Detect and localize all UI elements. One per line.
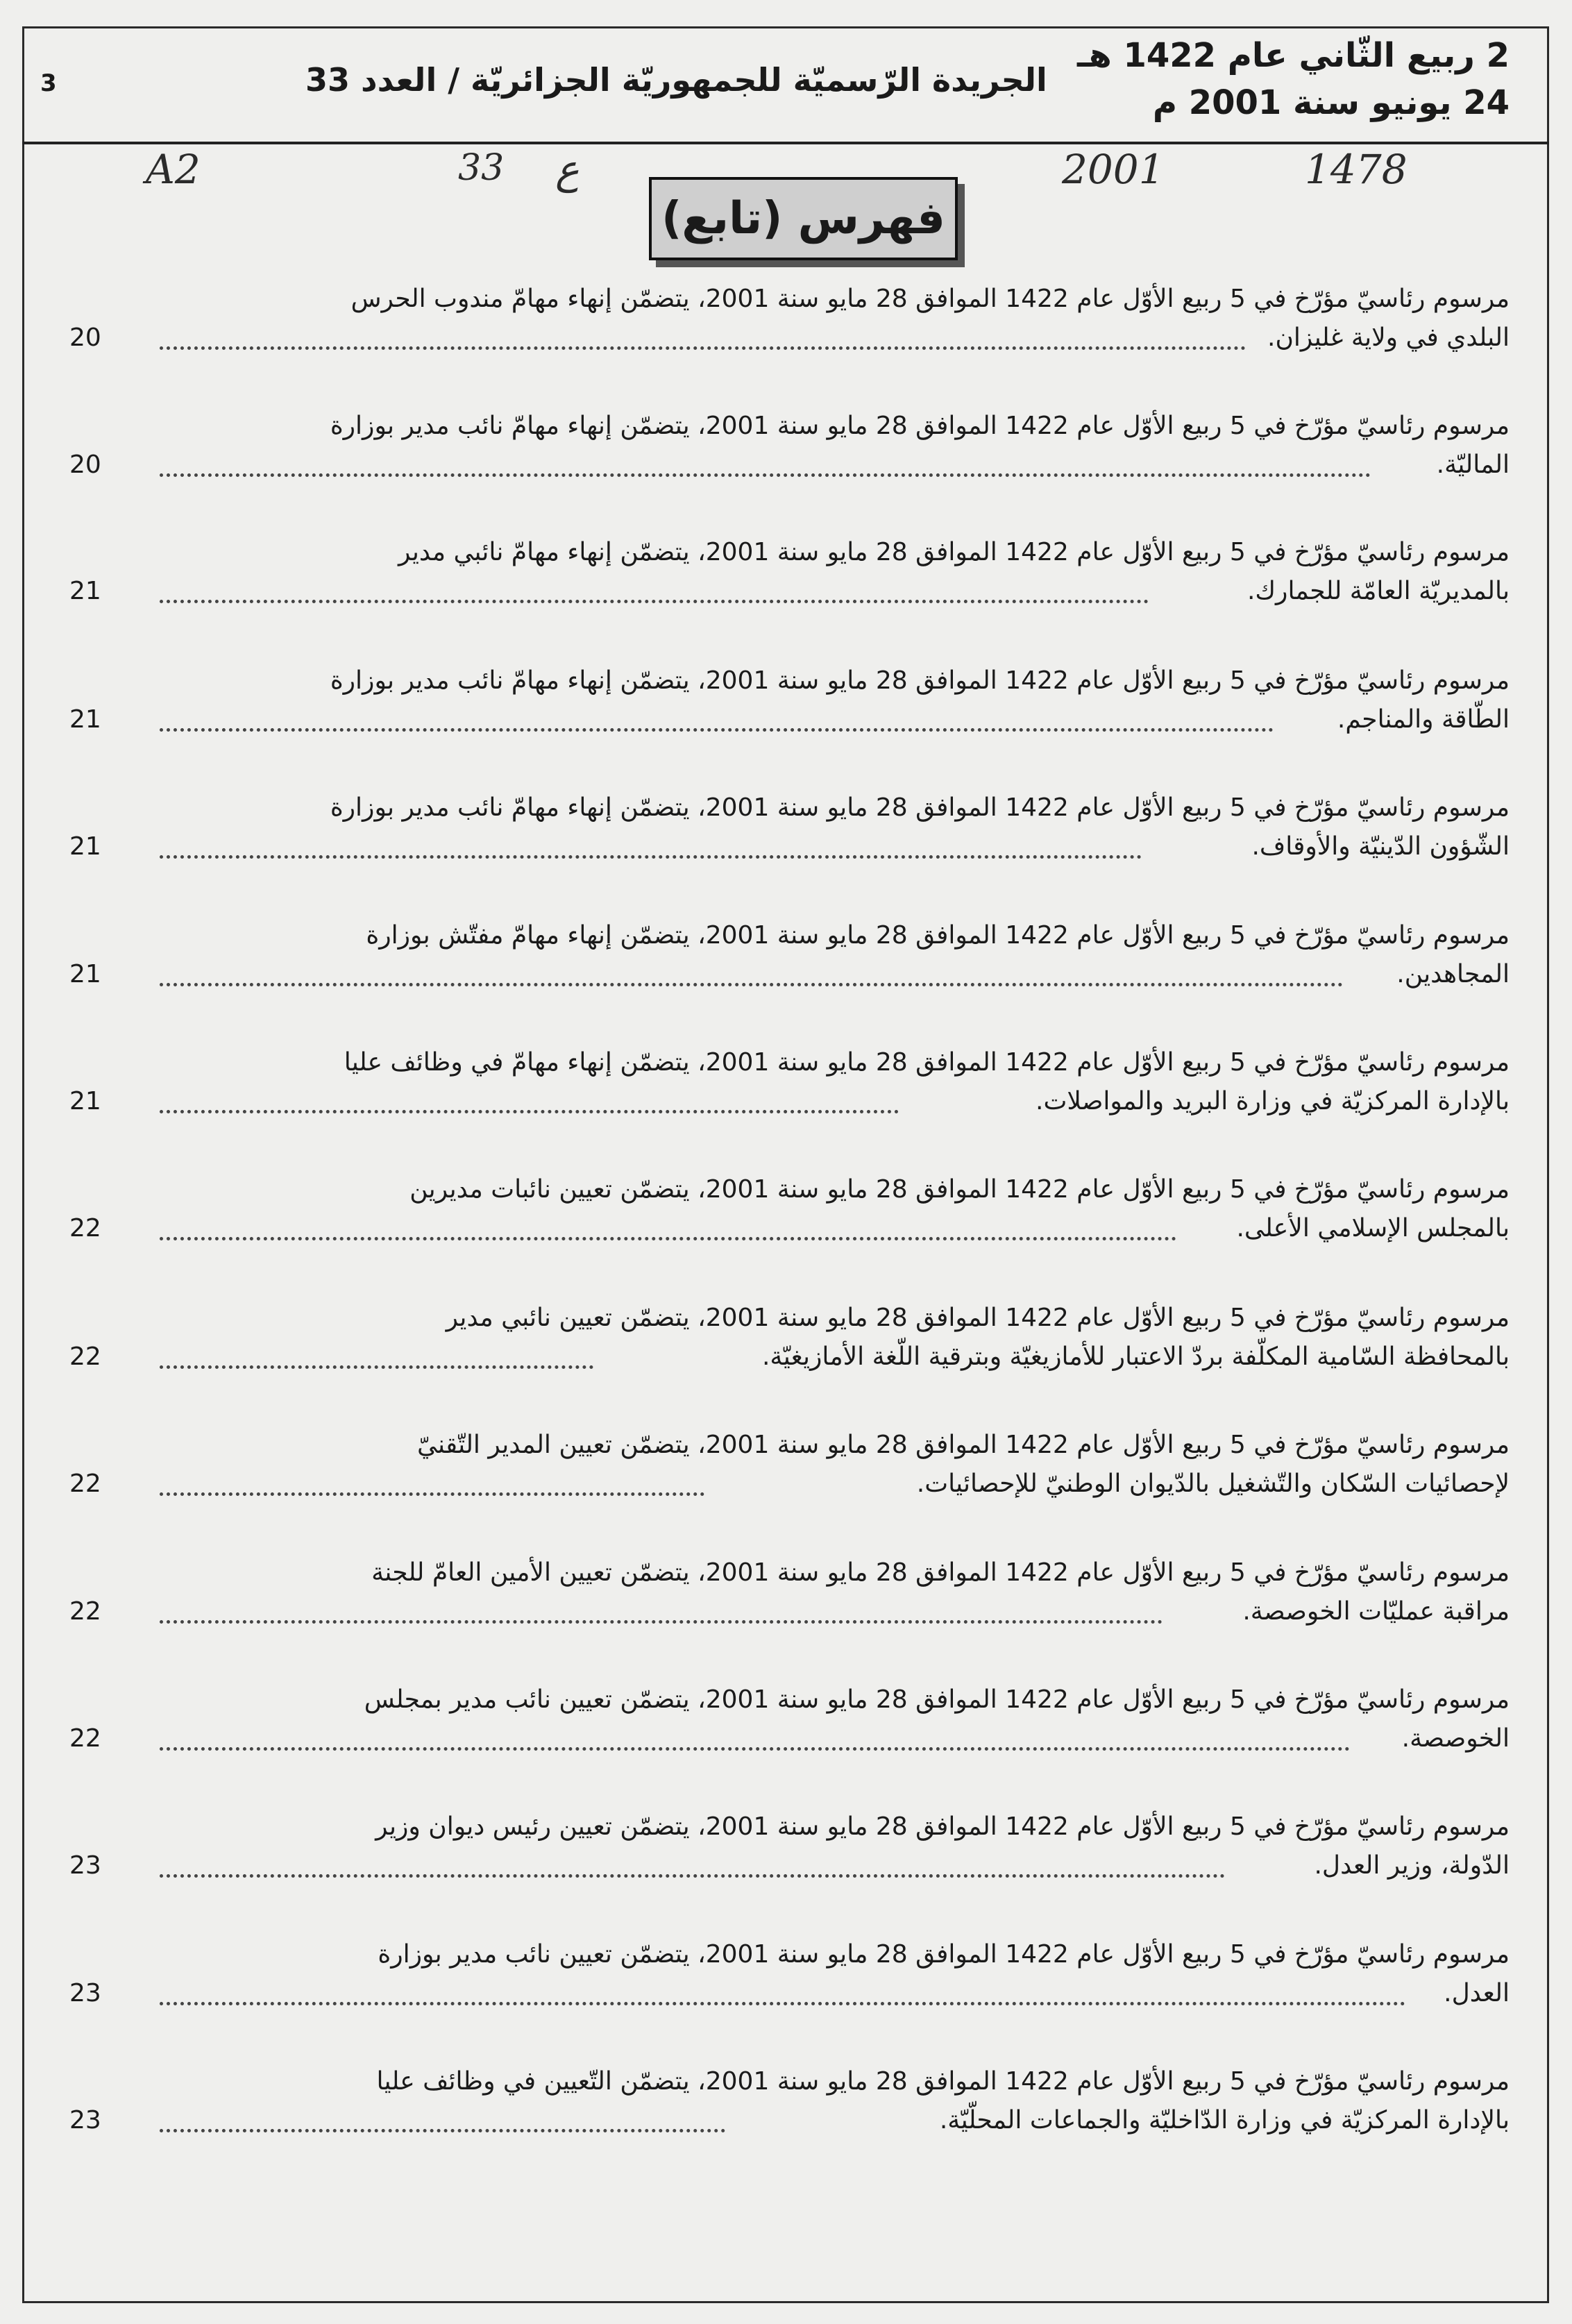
entry-continuation: بالمديريّة العامّة للجمارك.	[1246, 577, 1510, 605]
index-entry	[69, 1682, 1510, 1762]
entry-text: مرسوم رئاسيّ مؤرّخ في 5 ربيع الأوّل عام 1422 الموافق 28 مايو سنة 2001، يتضمّن تعيين نائب مدير بمجلس	[364, 1685, 1510, 1714]
entry-page: 22	[69, 1597, 101, 1626]
entry-text: مرسوم رئاسيّ مؤرّخ في 5 ربيع الأوّل عام 1422 الموافق 28 مايو سنة 2001، يتضمّن إنهاء مهامّ مفتّش بوزارة	[366, 921, 1510, 950]
entry-page: 21	[69, 1087, 101, 1115]
entry-continuation: مراقبة عمليّات الخوصصة.	[1242, 1597, 1510, 1626]
dot-leader	[160, 855, 1142, 859]
entry-page: 23	[69, 1979, 101, 2007]
entry-text: مرسوم رئاسيّ مؤرّخ في 5 ربيع الأوّل عام 1422 الموافق 28 مايو سنة 2001، يتضمّن إنهاء مهامّ نائب مدير بوزارة	[330, 666, 1510, 695]
handwritten-issue: 33	[458, 147, 505, 189]
entry-continuation: بالمجلس الإسلامي الأعلى.	[1236, 1214, 1510, 1243]
index-entry	[69, 408, 1510, 489]
dot-leader	[160, 600, 1149, 603]
index-entry	[69, 1427, 1510, 1508]
index-entry	[69, 790, 1510, 870]
dot-leader	[160, 1237, 1176, 1240]
handwritten-code: 1478	[1305, 146, 1408, 193]
entry-text: مرسوم رئاسيّ مؤرّخ في 5 ربيع الأوّل عام 1422 الموافق 28 مايو سنة 2001، يتضمّن إنهاء مهامّ في وظائف عليا	[344, 1048, 1510, 1077]
dot-leader	[160, 1874, 1225, 1878]
entry-page: 21	[69, 705, 101, 734]
entry-text: مرسوم رئاسيّ مؤرّخ في 5 ربيع الأوّل عام 1422 الموافق 28 مايو سنة 2001، يتضمّن إنهاء مهامّ نائب مدير بوزارة	[330, 793, 1510, 822]
entry-page: 21	[69, 577, 101, 605]
index-title: فهرس (تابع)	[661, 193, 945, 244]
dot-leader	[160, 473, 1371, 477]
entry-continuation: الدّولة، وزير العدل.	[1314, 1851, 1510, 1880]
index-entry	[69, 1809, 1510, 1889]
gregorian-date: 24 يونيو سنة 2001 م	[1152, 83, 1510, 122]
entry-continuation: البلدي في ولاية غليزان.	[1267, 323, 1510, 352]
index-entry	[69, 1045, 1510, 1125]
entry-page: 23	[69, 2106, 101, 2134]
hijri-date: 2 ربيع الثّاني عام 1422 هـ	[1077, 36, 1510, 75]
dot-leader	[160, 1492, 704, 1496]
index-entry	[69, 1555, 1510, 1635]
index-entry	[69, 2064, 1510, 2144]
entry-continuation: الشّؤون الدّينيّة والأوقاف.	[1251, 832, 1510, 861]
entry-page: 21	[69, 832, 101, 861]
dot-leader	[160, 346, 1246, 350]
dot-leader	[160, 1110, 899, 1113]
entry-continuation: بالإدارة المركزيّة في وزارة الدّاخليّة والجماعات المحلّيّة.	[939, 2106, 1510, 2134]
entry-text: مرسوم رئاسيّ مؤرّخ في 5 ربيع الأوّل عام 1422 الموافق 28 مايو سنة 2001، يتضمّن إنهاء مهامّ نائبي مدير	[398, 538, 1510, 566]
dot-leader	[160, 1747, 1350, 1751]
entry-page: 20	[69, 451, 101, 479]
dot-leader	[160, 983, 1343, 986]
index-title-box	[649, 177, 958, 260]
index-entry	[69, 1300, 1510, 1381]
entry-page: 20	[69, 323, 101, 352]
entry-page: 23	[69, 1851, 101, 1880]
dot-leader	[160, 1365, 593, 1369]
handwritten-year: 2001	[1062, 146, 1165, 193]
entry-text: مرسوم رئاسيّ مؤرّخ في 5 ربيع الأوّل عام 1422 الموافق 28 مايو سنة 2001، يتضمّن تعيين الأمين العامّ للجنة	[371, 1558, 1510, 1587]
gazette-title: الجريدة الرّسميّة للجمهوريّة الجزائريّة / العدد 33	[305, 61, 1047, 99]
entry-continuation: الخوصصة.	[1401, 1724, 1510, 1753]
dot-leader	[160, 1620, 1163, 1624]
entry-continuation: لإحصائيات السّكان والتّشغيل بالدّيوان الوطنيّ للإحصائيات.	[916, 1470, 1510, 1498]
index-entry	[69, 534, 1510, 615]
dot-leader	[160, 728, 1274, 732]
entry-page: 22	[69, 1724, 101, 1753]
entry-continuation: بالمحافظة السّامية المكلّفة بردّ الاعتبار للأمازيغيّة وبترقية اللّغة الأمازيغيّة.	[761, 1342, 1510, 1371]
entry-text: مرسوم رئاسيّ مؤرّخ في 5 ربيع الأوّل عام 1422 الموافق 28 مايو سنة 2001، يتضمّن تعيين نائبات مديرين	[409, 1175, 1510, 1204]
entry-text: مرسوم رئاسيّ مؤرّخ في 5 ربيع الأوّل عام 1422 الموافق 28 مايو سنة 2001، يتضمّن تعيين المدير التّقنيّ	[417, 1431, 1510, 1459]
entry-page: 22	[69, 1470, 101, 1498]
entry-continuation: المجاهدين.	[1396, 960, 1510, 988]
index-entry	[69, 281, 1510, 362]
handwritten-letter: ع	[555, 146, 580, 193]
index-entry	[69, 1937, 1510, 2017]
entry-continuation: الطّاقة والمناجم.	[1337, 705, 1510, 734]
index-entry	[69, 918, 1510, 998]
entry-text: مرسوم رئاسيّ مؤرّخ في 5 ربيع الأوّل عام 1422 الموافق 28 مايو سنة 2001، يتضمّن تعيين نائبي مدير	[446, 1304, 1510, 1332]
entry-continuation: بالإدارة المركزيّة في وزارة البريد والمواصلات.	[1036, 1087, 1510, 1115]
dot-leader	[160, 2002, 1405, 2005]
entry-page: 22	[69, 1342, 101, 1371]
dot-leader	[160, 2129, 725, 2132]
entry-text: مرسوم رئاسيّ مؤرّخ في 5 ربيع الأوّل عام 1422 الموافق 28 مايو سنة 2001، يتضمّن تعيين رئيس ديوان وزير	[375, 1812, 1510, 1841]
entry-text: مرسوم رئاسيّ مؤرّخ في 5 ربيع الأوّل عام 1422 الموافق 28 مايو سنة 2001، يتضمّن التّعيين في وظائف عليا	[376, 2067, 1510, 2096]
handwritten-a2: A2	[146, 146, 201, 193]
index-entry	[69, 663, 1510, 743]
entry-text: مرسوم رئاسيّ مؤرّخ في 5 ربيع الأوّل عام 1422 الموافق 28 مايو سنة 2001، يتضمّن تعيين نائب مدير بوزارة	[378, 1940, 1510, 1969]
entry-page: 21	[69, 960, 101, 988]
entry-continuation: الماليّة.	[1436, 451, 1510, 479]
entry-text: مرسوم رئاسيّ مؤرّخ في 5 ربيع الأوّل عام 1422 الموافق 28 مايو سنة 2001، يتضمّن إنهاء مهامّ نائب مدير بوزارة	[330, 412, 1510, 440]
entry-continuation: العدل.	[1444, 1979, 1510, 2007]
page-number: 3	[40, 69, 57, 97]
entry-page: 22	[69, 1214, 101, 1243]
index-entry	[69, 1172, 1510, 1252]
entry-text: مرسوم رئاسيّ مؤرّخ في 5 ربيع الأوّل عام 1422 الموافق 28 مايو سنة 2001، يتضمّن إنهاء مهامّ مندوب الحرس	[350, 285, 1510, 313]
